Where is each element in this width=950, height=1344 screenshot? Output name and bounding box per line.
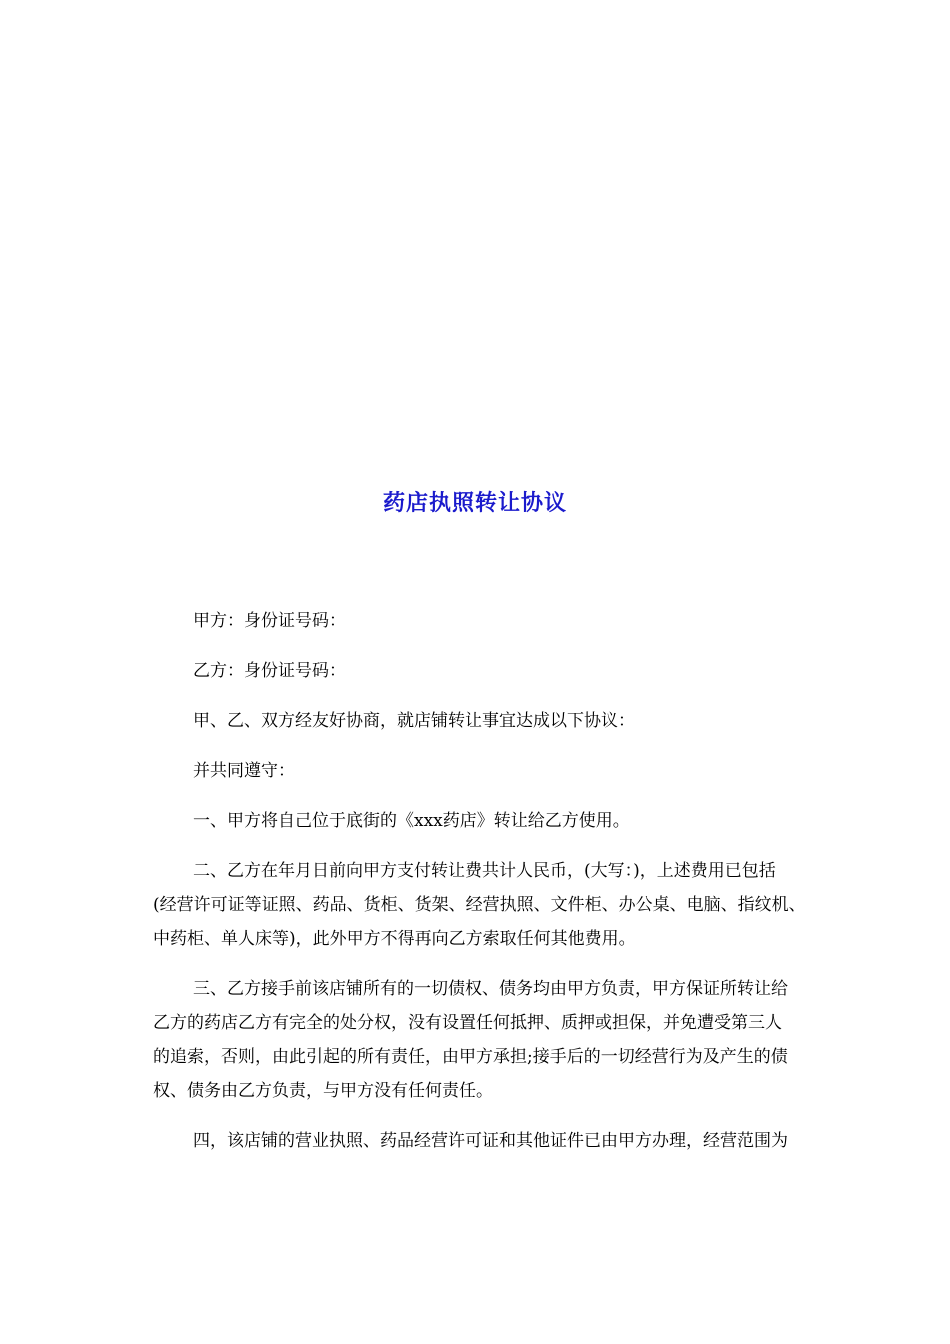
document-title: 药店执照转让协议: [382, 490, 567, 516]
paragraph-line: 甲、乙、双方经友好协商，就店铺转让事宜达成以下协议：: [193, 711, 635, 731]
paragraph-clause-2: [113, 854, 853, 956]
paragraph-line: 并共同遵守：: [193, 761, 295, 781]
paragraph-line: 四，该店铺的营业执照、药品经营许可证和其他证件已由甲方办理，经营范围为: [193, 1131, 788, 1151]
paragraph-line: 甲方：身份证号码：: [193, 611, 346, 631]
paragraph-line: 权、债务由乙方负责，与甲方没有任何责任。: [153, 1081, 493, 1101]
paragraph-party-b: [113, 654, 853, 688]
paragraph-party-a: [113, 604, 853, 638]
paragraph-line: 中药柜、单人床等)，此外甲方不得再向乙方索取任何其他费用。: [153, 929, 636, 949]
paragraph-comply: [113, 754, 853, 788]
paragraph-line: (经营许可证等证照、药品、货柜、货架、经营执照、文件柜、办公桌、电脑、指纹机、: [153, 895, 806, 915]
paragraph-clause-3: [113, 972, 853, 1108]
paragraph-clause-4: [113, 1124, 853, 1158]
document-body: [113, 604, 853, 1174]
paragraph-clause-1: [113, 804, 853, 838]
paragraph-line: 二、乙方在年月日前向甲方支付转让费共计人民币，(大写：)，上述费用已包括: [193, 861, 776, 881]
paragraph-line: 的追索，否则，由此引起的所有责任，由甲方承担;接手后的一切经营行为及产生的债: [153, 1047, 788, 1067]
paragraph-line: 乙方：身份证号码：: [193, 661, 346, 681]
paragraph-preamble: [113, 704, 853, 738]
paragraph-line: 一、甲方将自己位于底街的《xxx药店》转让给乙方使用。: [193, 811, 630, 831]
paragraph-line: 三、乙方接手前该店铺所有的一切债权、债务均由甲方负责，甲方保证所转让给: [193, 979, 788, 999]
paragraph-line: 乙方的药店乙方有完全的处分权，没有设置任何抵押、质押或担保，并免遭受第三人: [153, 1013, 782, 1033]
